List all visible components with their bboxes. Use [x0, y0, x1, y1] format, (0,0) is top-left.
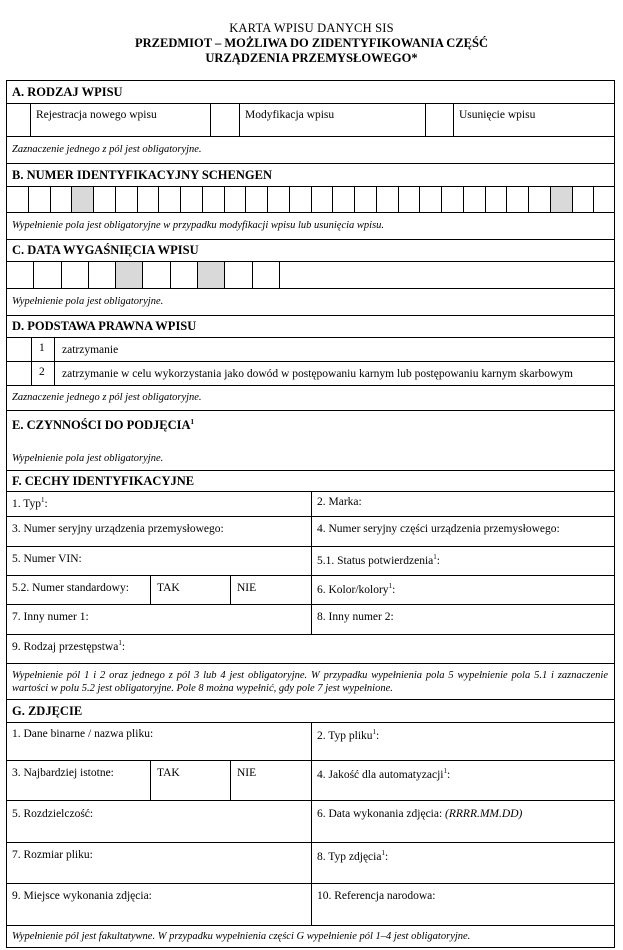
character-box[interactable]: [34, 262, 61, 288]
field-color[interactable]: 6. Kolor/kolory$^1$:: [317, 582, 396, 596]
option-yes-label: TAK: [157, 582, 180, 594]
field-file-size[interactable]: [7, 843, 312, 883]
option-number-2: [32, 362, 55, 385]
field-confirmation-status[interactable]: 5.1. Status potwierdzenia$^1$:: [317, 553, 440, 567]
footnote-marker: 1: [190, 418, 194, 426]
option-no-label: NIE: [237, 767, 257, 779]
character-box[interactable]: [486, 187, 508, 212]
character-box[interactable]: [464, 187, 486, 212]
character-box[interactable]: [225, 262, 252, 288]
character-box[interactable]: [399, 187, 421, 212]
checkbox-modify-entry[interactable]: [211, 104, 240, 136]
footnote-marker: 1: [433, 553, 437, 561]
g-row-1: [7, 723, 614, 761]
field-device-serial[interactable]: [7, 517, 312, 546]
option-no-label: NIE: [237, 582, 257, 594]
footnote-marker: 1: [41, 496, 45, 504]
g-row-5: [7, 884, 614, 926]
field-most-relevant: [7, 761, 151, 800]
field-file-type-label: 2. Typ pliku: [317, 729, 373, 742]
f-row-4: [7, 576, 614, 605]
option-number-2-text: 2: [39, 366, 45, 378]
footnote-marker: 1: [381, 849, 385, 857]
field-file-type[interactable]: 2. Typ pliku$^1$:: [317, 728, 380, 742]
character-box[interactable]: [72, 187, 94, 212]
option-modify-entry: [240, 104, 426, 136]
character-box[interactable]: [333, 187, 355, 212]
section-g-note: Wypełnienie pól jest fakultatywne. W przypadku wypełnienia części G wypełnienie pól 1–4 jest obligatoryjne.: [12, 931, 471, 942]
g-row-2: [7, 761, 614, 801]
option-seizure-evidence-label: zatrzymanie w celu wykorzystania jako dowód w postępowaniu karnym lub postępowaniu karnym skarbowym: [62, 368, 573, 380]
section-d-title: D. PODSTAWA PRAWNA WPISU: [7, 316, 614, 338]
field-photo-location[interactable]: [7, 884, 312, 925]
character-box[interactable]: [159, 187, 181, 212]
field-color-label: 6. Kolor/kolory: [317, 583, 389, 596]
field-photo-date-label: 6. Data wykonania zdjęcia:: [317, 808, 446, 820]
field-device-serial-label: 3. Numer seryjny urządzenia przemysłowego:: [12, 523, 224, 535]
character-box[interactable]: [7, 187, 29, 212]
option-yes-label: TAK: [157, 767, 180, 779]
field-photo-location-label: 9. Miejsce wykonania zdjęcia:: [12, 890, 152, 902]
f-row-5: [7, 605, 614, 635]
footnote-marker: 1: [118, 639, 122, 647]
character-box[interactable]: [171, 262, 198, 288]
field-photo-type-label: 8. Typ zdjęcia: [317, 850, 382, 863]
g-row-3: [7, 801, 614, 843]
character-box[interactable]: [29, 187, 51, 212]
character-box[interactable]: [198, 262, 225, 288]
f-row-3: [7, 547, 614, 576]
schengen-id-boxes: [7, 187, 614, 213]
character-box[interactable]: [268, 187, 290, 212]
field-resolution[interactable]: [7, 801, 312, 842]
footnote-marker: 1: [372, 728, 377, 736]
form-header: [0, 0, 623, 66]
section-a-options: [7, 104, 614, 137]
character-box[interactable]: [377, 187, 399, 212]
field-national-reference[interactable]: [312, 884, 616, 925]
character-box[interactable]: [225, 187, 247, 212]
character-box[interactable]: [62, 262, 89, 288]
field-confirmation-status-label: 5.1. Status potwierdzenia: [317, 554, 434, 567]
section-e-note: Wypełnienie pola jest obligatoryjne.: [12, 453, 164, 464]
option-number-1-text: 1: [39, 342, 45, 354]
field-photo-type[interactable]: 8. Typ zdjęcia$^1$:: [317, 849, 389, 863]
field-type-label: 1. Typ: [12, 497, 42, 510]
field-binary-data[interactable]: [7, 723, 312, 760]
entry-form: [6, 80, 615, 948]
field-vin-label: 5. Numer VIN:: [12, 553, 82, 565]
section-d-option-1: [7, 338, 614, 362]
option-standard-no[interactable]: [231, 576, 312, 604]
expiry-date-boxes: [7, 262, 614, 289]
option-seizure-label: zatrzymanie: [62, 344, 119, 356]
field-file-size-label: 7. Rozmiar pliku:: [12, 849, 93, 861]
option-new-entry: [31, 104, 211, 136]
character-box[interactable]: [246, 187, 268, 212]
option-number-1: [32, 338, 55, 361]
character-box[interactable]: [116, 262, 143, 288]
checkbox-seizure[interactable]: [7, 338, 32, 361]
field-automation-quality-label: 4. Jakość dla automatyzacji: [317, 768, 444, 781]
character-box[interactable]: [138, 187, 160, 212]
field-other-number-2-label: 8. Inny numer 2:: [317, 611, 394, 623]
section-a-note: Zaznaczenie jednego z pól jest obligatoryjne.: [7, 137, 614, 164]
option-new-entry-label: Rejestracja nowego wpisu: [36, 109, 157, 121]
character-box[interactable]: [253, 262, 280, 288]
section-c-title: C. DATA WYGAŚNIĘCIA WPISU: [7, 240, 614, 262]
character-box[interactable]: [551, 187, 573, 212]
character-box[interactable]: [7, 262, 34, 288]
character-box[interactable]: [594, 187, 616, 212]
field-binary-data-label: 1. Dane binarne / nazwa pliku:: [12, 728, 154, 740]
footnote-marker: 1: [388, 582, 393, 590]
f-row-1: [7, 492, 614, 517]
character-box[interactable]: [203, 187, 225, 212]
g-row-4: [7, 843, 614, 884]
character-box[interactable]: [144, 262, 171, 288]
option-relevant-no[interactable]: [231, 761, 312, 800]
field-part-serial-label: 4. Numer seryjny części urządzenia przemysłowego:: [317, 523, 560, 535]
field-most-relevant-label: 3. Najbardziej istotne:: [12, 767, 114, 779]
form-title-line2: PRZEDMIOT – MOŻLIWA DO ZIDENTYFIKOWANIA CZĘŚĆ: [135, 36, 488, 50]
character-box[interactable]: [529, 187, 551, 212]
option-delete-entry-label: Usunięcie wpisu: [459, 109, 536, 121]
field-national-reference-label: 10. Referencja narodowa:: [317, 890, 436, 902]
section-g-title: G. ZDJĘCIE: [7, 700, 614, 723]
section-d-note: Zaznaczenie jednego z pól jest obligatoryjne.: [7, 386, 614, 411]
field-other-number-1[interactable]: [7, 605, 312, 634]
option-modify-entry-label: Modyfikacja wpisu: [245, 109, 335, 121]
section-b-title: B. NUMER IDENTYFIKACYJNY SCHENGEN: [7, 164, 614, 187]
f-row-2: [7, 517, 614, 547]
section-f-title: F. CECHY IDENTYFIKACYJNE: [7, 471, 614, 492]
character-box[interactable]: [312, 187, 334, 212]
field-standard-number-label: 5.2. Numer standardowy:: [12, 582, 129, 594]
form-title-line3: URZĄDZENIA PRZEMYSŁOWEGO*: [205, 51, 418, 65]
form-title-line1: KARTA WPISU DANYCH SIS: [229, 21, 394, 35]
footnote-marker: 1: [443, 767, 447, 775]
character-box[interactable]: [116, 187, 138, 212]
field-offence-type-label: 9. Rodzaj przestępstwa: [12, 640, 119, 653]
section-c-note: Wypełnienie pola jest obligatoryjne.: [7, 289, 614, 316]
character-box[interactable]: [89, 262, 116, 288]
character-box[interactable]: [355, 187, 377, 212]
field-brand-label: 2. Marka:: [317, 496, 362, 508]
field-offence-type[interactable]: 9. Rodzaj przestępstwa$^1$:: [7, 635, 614, 664]
field-vin[interactable]: [7, 547, 312, 575]
character-box[interactable]: [290, 187, 312, 212]
checkbox-seizure-evidence[interactable]: [7, 362, 32, 385]
character-box[interactable]: [181, 187, 203, 212]
field-other-number-1-label: 7. Inny numer 1:: [12, 611, 89, 623]
checkbox-new-entry[interactable]: [7, 104, 31, 136]
section-b-note: Wypełnienie pola jest obligatoryjne w przypadku modyfikacji wpisu lub usunięcia wpisu.: [7, 213, 614, 240]
field-automation-quality[interactable]: 4. Jakość dla automatyzacji$^1$:: [317, 767, 451, 781]
character-box[interactable]: [507, 187, 529, 212]
option-relevant-yes[interactable]: [151, 761, 231, 800]
option-delete-entry: [454, 104, 616, 136]
section-e-title-text: E. CZYNNOŚCI DO PODJĘCIA: [12, 418, 191, 433]
date-format-hint: (RRRR.MM.DD): [445, 808, 523, 820]
section-e-title: [7, 413, 194, 434]
field-part-serial[interactable]: [312, 517, 616, 546]
character-box[interactable]: [94, 187, 116, 212]
checkbox-delete-entry[interactable]: [426, 104, 454, 136]
section-f-note: Wypełnienie pól 1 i 2 oraz jednego z pól 3 lub 4 jest obligatoryjne. W przypadku wypełnienia pola 5 wypełnienie pola 5.1 i zaznaczenie wartości w polu 5.2 jest obligatoryjne. Pole 8 można wypełnić, gdy pole 7 jest wypełnione.: [7, 664, 614, 700]
character-box[interactable]: [51, 187, 73, 212]
field-brand[interactable]: [312, 492, 616, 516]
field-photo-date[interactable]: [312, 801, 616, 842]
character-box[interactable]: [420, 187, 442, 212]
field-type[interactable]: 1. Typ$^1$:: [7, 492, 312, 516]
section-a-title: A. RODZAJ WPISU: [7, 81, 614, 104]
field-other-number-2[interactable]: [312, 605, 616, 634]
option-standard-yes[interactable]: [151, 576, 231, 604]
section-d-option-2: [7, 362, 614, 386]
character-box[interactable]: [573, 187, 595, 212]
section-e: [7, 411, 614, 471]
character-box[interactable]: [442, 187, 464, 212]
field-resolution-label: 5. Rozdzielczość:: [12, 808, 94, 820]
field-standard-number: [7, 576, 151, 604]
